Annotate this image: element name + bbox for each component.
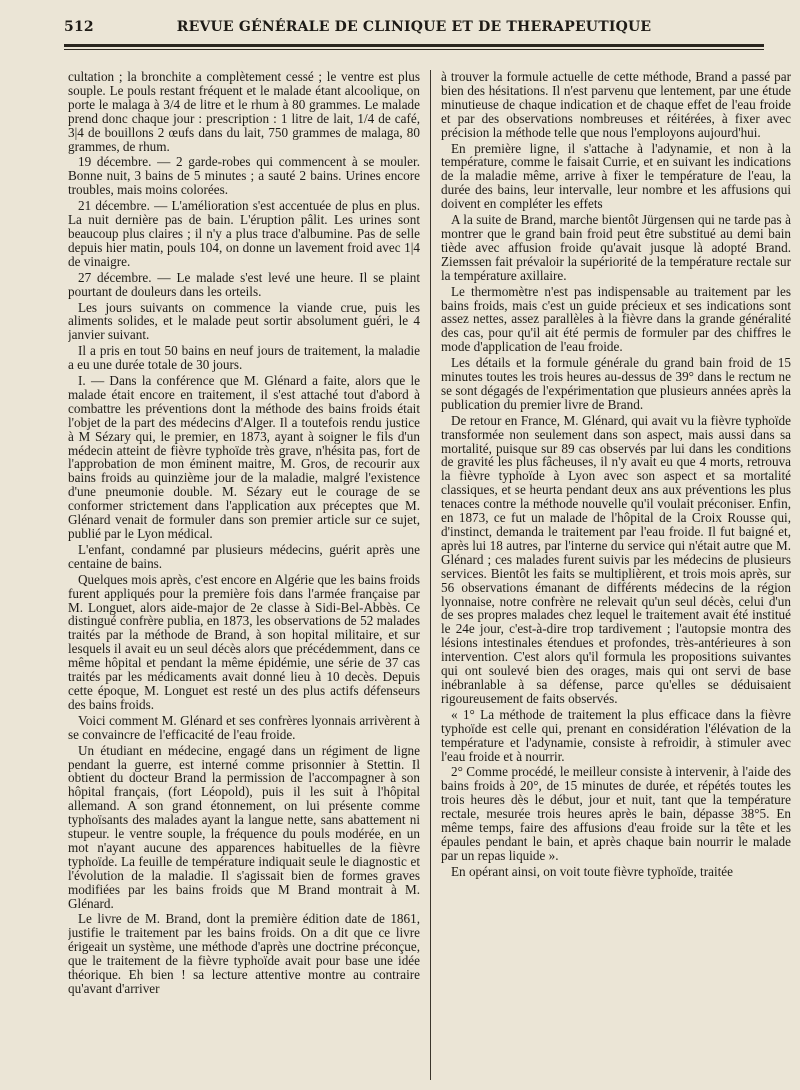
paragraph: De retour en France, M. Glénard, qui avait vu la fièvre typhoïde transformée non seulement dans son aspect, mais aussi dans sa mortalité, puisque sur 89 cas observés par lui dans les conditions de gravité les plus fâcheuses, il n'y avait eu que 4 morts, retrouva la fièvre typhoïde à Lyon avec son aspect et sa mortalité classiques, et se heurta pendant deux ans aux préventions les plus tenaces contre la méthode nouvelle qu'il voulait préconiser. Enfin, en 1873, ce fut un malade de l'hôpital de la Croix Rousse qui, d'instinct, demanda le traitement par l'eau froide. Il fut baigné et, après lui 18 autres, par l'interne du service qui n'était autre que M. Glénard ; ces malades furent suivis par les médecins de plusieurs services. Bientôt les faits se multiplièrent, et trois mois après, sur 56 observations émanant de différents médecins de la région lyonnaise, notre confrère ne relevait qu'un seul décès, celui d'un de ses propres malades chez lequel le traitement avait été institué le 24e jour, c'est-à-dire trop tardivement ; l'autopsie montra des lésions intestinales étendues et profondes, très-antérieures à son intervention. C'est alors qu'il formula les propositions suivantes qui ont soulevé bien des orages, mais qui ont servi de base inébranlable à sa défense, parce qu'elles se déduisaient rigoureusement de faits observés. [441, 412, 791, 706]
right-column [441, 70, 791, 1085]
header-rule-thin [64, 49, 764, 50]
paragraph: 19 décembre. — 2 garde-robes qui commencent à se mouler. Bonne nuit, 3 bains de 5 minutes ; a sauté 2 bains. Urines encore troubles, mais moins colorées. [68, 154, 420, 198]
paragraph: à trouver la formule actuelle de cette méthode, Brand a passé par bien des hésitations. Il n'est parvenu que lentement, par une étude minutieuse de chaque indication et de chaque effet de l'eau froide et par des observations nombreuses et réitérées, à fixer avec précision la méthode telle que nous l'employons aujourd'hui. [441, 70, 791, 140]
paragraph: 21 décembre. — L'amélioration s'est accentuée de plus en plus. La nuit dernière pas de bain. L'éruption pâlit. Les urines sont beaucoup plus claires ; il n'y a plus trace d'albumine. Pas de selle depuis hier matin, pouls 104, on donne un lavement froid avec 1|4 de vinaigre. [68, 198, 420, 269]
paragraph: Le livre de M. Brand, dont la première édition date de 1861, justifie le traitement par les bains froids. On a dit que ce livre érigeait un système, une méthode d'après une doctrine préconçue, que le traitement de la fièvre typhoïde avait pour base une idée théorique. Eh bien ! sa lecture attentive montre au contraire qu'avant d'arriver [68, 911, 420, 996]
paragraph: Le thermomètre n'est pas indispensable au traitement par les bains froids, mais c'est un guide précieux et ses indications sont assez nettes, assez parallèles à la fièvre dans la grande généralité des cas, pour qu'il ait été permis de formuler par des chiffres le mode d'application de l'eau froide. [441, 283, 791, 355]
paragraph: I. — Dans la conférence que M. Glénard a faite, alors que le malade était encore en traitement, il s'est attaché tout d'abord à combattre les préventions dont la méthode des bains froids était l'objet de la part des médecins d'Alger. Il a toutefois rendu justice à M Sézary qui, le premier, en 1873, ayant à soigner le fils d'un médecin atteint de fièvre typhoïde très grave, n'hésita pas, fort de l'approbation de mon éminent maitre, M. Gros, de recourir aux bains froids au quinzième jour de la maladie, malgré l'existence d'une pneumonie double. M. Sézary eut le courage de se conformer strictement dans l'application aux préceptes que M. Glénard venait de formuler dans son premier article sur ce sujet, publié par le Lyon médical. [68, 373, 420, 541]
column-divider [430, 70, 431, 1080]
paragraph: Voici comment M. Glénard et ses confrères lyonnais arrivèrent à se convaincre de l'efficacité de l'eau froide. [68, 712, 420, 742]
paragraph: 27 décembre. — Le malade s'est levé une heure. Il se plaint pourtant de douleurs dans les orteils. [68, 269, 420, 299]
paragraph: Les jours suivants on commence la viande crue, puis les aliments solides, et le malade peut sortir absolument guéri, le 4 janvier suivant. [68, 299, 420, 343]
paragraph: Les détails et la formule générale du grand bain froid de 15 minutes toutes les trois heures au-dessus de 39° dans le rectum ne se sont dégagés de l'expérimentation que plusieurs années après la publication du premier livre de Brand. [441, 355, 791, 412]
paragraph: L'enfant, condamné par plusieurs médecins, guérit après une centaine de bains. [68, 541, 420, 571]
paragraph: Il a pris en tout 50 bains en neuf jours de traitement, la maladie a eu une durée totale de 30 jours. [68, 343, 420, 373]
page-number: 512 [64, 19, 94, 35]
paragraph: Quelques mois après, c'est encore en Algérie que les bains froids furent appliqués pour la première fois dans l'armée française par M. Longuet, alors aide-major de 2e classe à Sidi-Bel-Abbès. Ce distingué confrère publia, en 1873, les observations de 52 malades traités par la méthode de Brand, à son hopital militaire, et sur lesquels il avait eu un seul décès alors que précédemment, dans ce même hôpital et pendant la même épidémie, une série de 37 cas traités par les médicaments avait donné lieu à 10 decès. Depuis cette époque, M. Longuet est resté un des plus actifs défenseurs des bains froids. [68, 571, 420, 712]
paragraph: Un étudiant en médecine, engagé dans un régiment de ligne pendant la guerre, est interné comme prisonnier à Stettin. Il obtient du docteur Brand la permission de l'accompagner à son hôpital français, (fort Léopold), puis il les suit à l'hôpital allemand. A son grand étonnement, on lui présente comme typhoïsants des malades ayant la langue nette, sans abattement ni stupeur. le ventre souple, la fréquence du pouls modérée, en un mot n'ayant aucune des apparences habituelles de la fièvre typhoïde. La feuille de température indiquait seule le diagnostic et l'évolution de la maladie. Il s'agissait bien de formes graves modifiées par les bains froids que M Brand montrait à M. Glénard. [68, 742, 420, 911]
paragraph: En première ligne, il s'attache à l'adynamie, et non à la température, comme le faisait Currie, et en suivant les indications de la maladie même, arrive à fixer le température de l'eau, la durée des bains, leur intervalle, leur nombre et les affusions qui doivent en compléter les effets [441, 140, 791, 212]
left-column [68, 70, 420, 1085]
running-title: REVUE GÉNÉRALE DE CLINIQUE ET DE THERAPEUTIQUE [176, 19, 652, 35]
header-rule-thick [64, 44, 764, 47]
paragraph: cultation ; la bronchite a complètement cessé ; le ventre est plus souple. Le pouls restant fréquent et le malade étant alcoolique, on porte le malaga à 3/4 de litre et le rhum à 80 grammes. Le malade prend donc chaque jour : prescription : 1 litre de lait, 1/4 de café, 3|4 de bouillons 2 œufs dans du lait, 750 grammes de malaga, 80 grammes, de rhum. [68, 70, 420, 154]
page-header [64, 19, 764, 41]
paragraph: « 1° La méthode de traitement la plus efficace dans la fièvre typhoïde est celle qui, prenant en considération l'élévation de la température et l'adynamie, consiste à refroidir, à stimuler avec l'eau froide et à nourrir. [441, 706, 791, 764]
paragraph: A la suite de Brand, marche bientôt Jürgensen qui ne tarde pas à montrer que le grand bain froid peut être substitué au demi bain tiède avec affusion froide qu'avait jusque là adopté Brand. Ziemssen fait prévaloir la supériorité de la température rectale sur la température axillaire. [441, 212, 791, 283]
paragraph: 2° Comme procédé, le meilleur consiste à intervenir, à l'aide des bains froids à 20°, de 15 minutes de durée, et répétés toutes les trois heures dès le début, jour et nuit, tant que la température rectale, mesurée trois heures après le bain, dépasse 38°5. En même temps, faire des affusions d'eau froide sur la tête et les épaules pendant le bain, et après chaque bain nourrir le malade par un repas liquide ». [441, 764, 791, 863]
paragraph: En opérant ainsi, on voit toute fièvre typhoïde, traitée [451, 863, 733, 879]
